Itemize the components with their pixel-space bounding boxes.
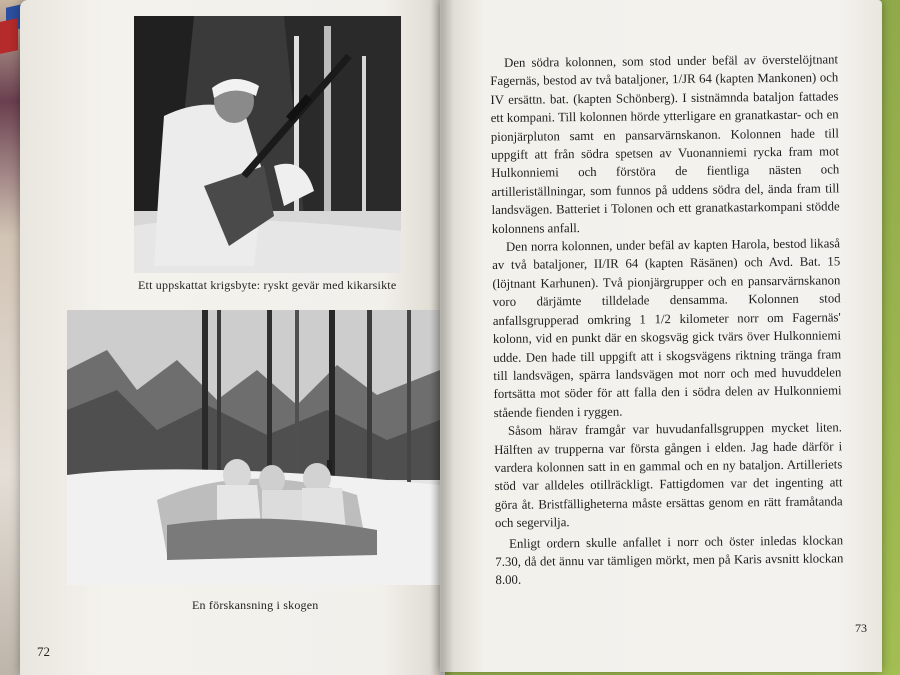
photo-forest-entrenchment <box>67 310 440 585</box>
photo-soldier-with-rifle <box>134 16 401 273</box>
page-number-right: 73 <box>855 621 867 635</box>
photo-caption: Ett uppskattat krigsbyte: ryskt gevär med kikarsikte <box>138 278 397 292</box>
paragraph: Den södra kolonnen, som stod under befäl av överstelöjtnant Fagernäs, bestod av två bataljoner, 1/JR 64 (kapten Mankonen) och IV ersättn. bat. (kapten Schönberg). I sistnämnda bataljon fattades ett kompani. Till kolonnen hörde ytterligare en granatkastar- och en pionjärpluton samt en pansarvärnskanon. Kolonnen hade till uppgift att från södra spetsen av Vuonanniemi rycka fram mot Hulkonniemi och förstöra de fientliga nästen och artilleriställningar, som funnos på uddens södra del, ända fram till landsvägen. Batteriet i Tolonen och ett granatkastarkompani stödde kolonnens anfall. <box>490 52 840 236</box>
paragraph: Såsom härav framgår var huvudanfallsgruppen mycket liten. Hälften av trupperna var första gången i elden. Jag hade därför i vardera kolonnen satt in en gammal och en ny bataljon. Artilleriets stöd var alldeles otillräckligt. Fattigdomen var det ingenting att göra åt. Bristfälligheterna måste ersättas genom en rätt framåtanda och segervilja. <box>494 420 843 531</box>
paragraph: Den norra kolonnen, under befäl av kapten Harola, bestod likaså av två bataljoner, II/IR 64 (kapten Räsänen) och Avd. Bat. 15 (löjtnant Karhunen). Två pionjärgrupper och en pansarvärnskanon voro därjämte tilldelade densamma. Kolonnen stod anfallsgrupperad omkring 1 1/2 kilometer norr om Fagernäs' kolonn, vid en punkt där en skogsväg gick tvärs över Hulkonniemi udde. Den hade till uppgift att i skogsvägens riktning tränga fram till landsvägen, spärra landsvägen mot norr och med huvuddelen fortsätta mot söder för att falla den i södra delen av Hulkonniemi stående fienden i ryggen. <box>492 236 842 420</box>
photo-caption: En förskansning i skogen <box>192 598 319 612</box>
entrenchment-photo-graphic <box>67 310 440 585</box>
left-page <box>20 0 445 675</box>
red-stripe <box>0 18 18 54</box>
page-number-left: 72 <box>37 644 50 659</box>
body-text <box>490 50 844 589</box>
book-gutter <box>430 0 454 675</box>
soldier-photo-graphic <box>134 16 401 273</box>
paragraph: Enligt ordern skulle anfallet i norr och öster inledas klockan 7.30, då det ännu var tämligen mörkt, men på Karis avsnitt klockan 8.00. <box>495 532 844 588</box>
